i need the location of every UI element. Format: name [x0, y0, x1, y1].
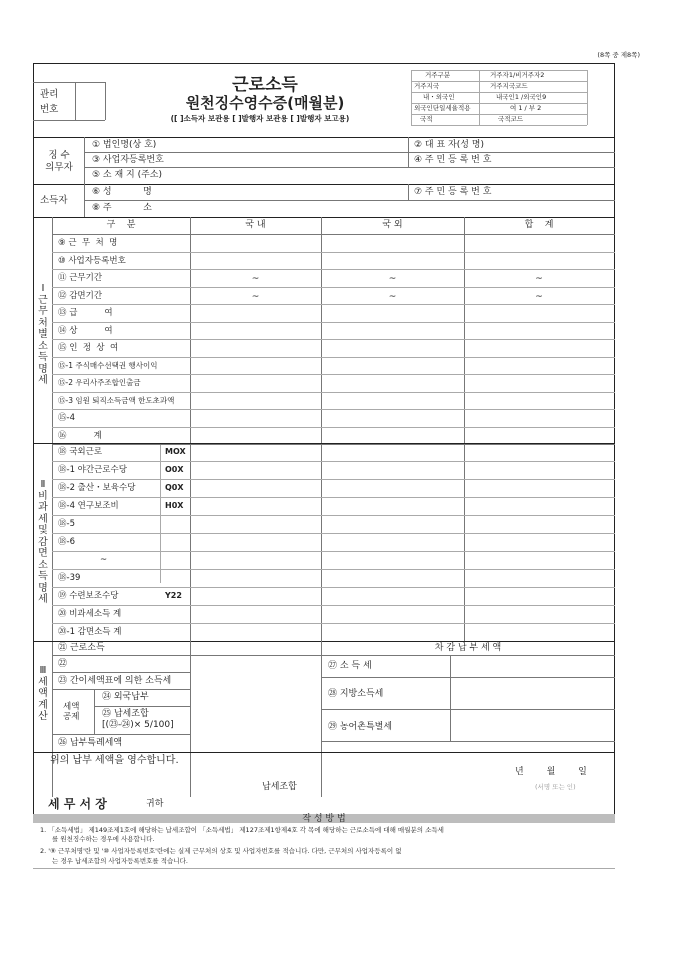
- income-total-label: ⑯ 계: [58, 430, 102, 441]
- exec-retirement-excess-label: ⑮-3 임원 퇴직소득금액 한도초과액: [58, 395, 175, 405]
- address-label: ⑤ 소 재 지 (주소): [92, 170, 163, 180]
- tax-credit-label: 세액 공제: [63, 702, 80, 722]
- single-rate-label: 외국인단일세율적용: [414, 104, 471, 112]
- local-income-tax-label: ㉘ 지방소득세: [328, 689, 384, 699]
- tax-office-suffix: 귀하: [146, 799, 164, 809]
- rural-special-tax-label: ㉙ 농어촌특별세: [328, 722, 393, 732]
- residence-type-value[interactable]: 거주자1/비거주자2: [490, 71, 545, 79]
- reduction-period-domestic-tilde: ~: [251, 292, 260, 302]
- nontax-18-39-label: ⑱-39: [58, 573, 81, 583]
- trainee-allowance-label: ⑲ 수련보조수당: [58, 591, 119, 601]
- method-title: 작 성 방 법: [302, 814, 346, 824]
- research-allowance-code: H0X: [165, 501, 184, 510]
- income-section-label: Ⅰ 근 무 처 별 소 득 명 세: [38, 283, 48, 386]
- salary-label: ⑬ 급 여: [58, 308, 113, 318]
- deducted-tax-header: 차 감 납 부 세 액: [434, 643, 502, 653]
- work-period-foreign-tilde: ~: [388, 274, 397, 284]
- income-tax-label: ㉗ 소 득 세: [328, 661, 372, 671]
- work-period-total-tilde: ~: [535, 274, 543, 284]
- copy-type[interactable]: ([ ]소득자 보관용 [ ]발행자 보관용 [ ]발행자 보고용): [170, 114, 350, 123]
- note-1-line-2: 를 원천징수하는 경우에 사용합니다.: [52, 835, 155, 843]
- bonus-label: ⑭ 상 여: [58, 325, 113, 336]
- esop-withdrawal-label: ⑮-2 우리사주조합인출금: [58, 378, 141, 387]
- reduction-period-total-tilde: ~: [535, 292, 543, 302]
- nontax-section-label: Ⅱ 비 과 세 및 감 면 소 득 명 세: [38, 479, 48, 605]
- residence-country-code[interactable]: 거주지국코드: [490, 82, 528, 90]
- trainee-allowance-code: Y22: [165, 591, 182, 600]
- nationality-code[interactable]: 국적코드: [498, 115, 524, 123]
- nontax-total-label: ⑳ 비과세소득 계: [58, 609, 122, 619]
- receipt-date[interactable]: 년 월 일: [515, 767, 587, 777]
- earner-name-label: ⑥ 성 명: [92, 187, 152, 197]
- mgmt-number-field[interactable]: [76, 83, 104, 119]
- nontax-ellipsis-label: ~: [100, 555, 108, 565]
- reduced-income-total-label: ⑳-1 감면소득 계: [58, 627, 122, 637]
- earner-address-label: ⑧ 주 소: [92, 203, 152, 213]
- nontax-18-6-label: ⑱-6: [58, 537, 75, 547]
- receipt-statement: 위의 납부 세액을 영수합니다.: [50, 755, 179, 766]
- stock-option-gain-label: ⑮-1 주식매수선택권 행사이익: [58, 360, 158, 370]
- workplace-name-label: ⑨ 근 무 처 명: [58, 238, 118, 248]
- union-credit-formula: [(㉓-㉔)× 5/100]: [102, 720, 174, 730]
- nationality-type-label: 내・외국인: [423, 93, 455, 101]
- note-1-line-1: 1. 「소득세법」 제149조제1호에 해당하는 납세조합이 「소득세법」 제127조제1항제4호 각 목에 해당하는 근로소득에 대해 매월분의 소득세: [40, 826, 444, 834]
- form-title-sub: 원천징수영수증(매월분): [185, 94, 345, 112]
- deemed-bonus-label: ⑮ 인 정 상 여: [58, 343, 119, 353]
- page-indicator: (8쪽 중 제8쪽): [597, 51, 640, 59]
- reduction-period-foreign-tilde: ~: [388, 292, 397, 302]
- work-period-domestic-tilde: ~: [251, 274, 260, 284]
- note-2-line-2: 는 경우 납세조합의 사업자등록번호를 적습니다.: [52, 857, 188, 865]
- withholder-resident-no-label: ④ 주 민 등 록 번 호: [414, 155, 492, 165]
- residence-country-label: 거주지국: [414, 82, 440, 90]
- childbirth-allowance-label: ⑱-2 출산・보육수당: [58, 483, 136, 493]
- nationality-type-value[interactable]: 내국인1 /외국인9: [496, 93, 547, 101]
- single-rate-value[interactable]: 여 1 / 부 2: [510, 104, 542, 112]
- corp-name-label: ① 법인명(상 호): [92, 140, 157, 150]
- col-header-item: 구 분: [106, 220, 136, 230]
- union-credit-label: ㉕ 납세조합: [102, 709, 149, 719]
- mgmt-label-2: 번호: [40, 104, 59, 115]
- foreign-tax-paid-label: ㉔ 외국납부: [102, 692, 149, 702]
- earner-resident-no-label: ⑦ 주 민 등 록 번 호: [414, 187, 492, 197]
- tax-section-label: Ⅲ 세 액 계 산: [38, 665, 48, 722]
- foreign-work-label: ⑱ 국외근로: [58, 447, 103, 457]
- research-allowance-label: ⑱-4 연구보조비: [58, 501, 119, 511]
- special-payment-label: ㉖ 납부특례세액: [58, 738, 123, 748]
- reduction-period-label: ⑫ 감면기간: [58, 290, 103, 301]
- biz-no-label: ③ 사업자등록번호: [92, 155, 164, 165]
- foreign-work-code: MOX: [165, 447, 186, 456]
- col-header-total: 합 계: [524, 220, 554, 230]
- representative-label: ② 대 표 자(성 명): [414, 140, 485, 150]
- work-period-label: ⑪ 근무기간: [58, 273, 103, 283]
- form-title-main: 근로소득: [232, 75, 298, 95]
- income-15-4-label: ⑮-4: [58, 413, 75, 423]
- note-2-line-1: 2. '⑨ 근무처명'란 및 '⑩ 사업자등록번호'란에는 실제 근무처의 상호 및 사업자번호를 적습니다. 다만, 근무처의 사업자등록이 없: [40, 847, 402, 855]
- union-name-label: 납세조합: [262, 782, 297, 792]
- signature-field[interactable]: (서명 또는 인): [535, 783, 576, 791]
- earned-income-label: ㉑ 근로소득: [58, 643, 105, 653]
- row-22-label: ㉒: [58, 659, 68, 669]
- tax-office-label: 세 무 서 장: [48, 797, 107, 811]
- simplified-tax-label: ㉓ 간이세액표에 의한 소득세: [58, 676, 172, 686]
- night-work-allowance-label: ⑱-1 야간근로수당: [58, 465, 127, 475]
- workplace-biz-no-label: ⑩ 사업자등록번호: [58, 255, 126, 266]
- col-header-foreign: 국 외: [382, 220, 403, 230]
- col-header-domestic: 국 내: [245, 220, 266, 230]
- nontax-18-5-label: ⑱-5: [58, 519, 75, 529]
- residence-type-label: 거주구분: [425, 71, 451, 79]
- earner-section-label: 소득자: [40, 195, 68, 206]
- night-work-allowance-code: O0X: [165, 465, 184, 474]
- nationality-label: 국적: [420, 115, 433, 123]
- childbirth-allowance-code: Q0X: [165, 483, 184, 492]
- mgmt-label-1: 관리: [40, 89, 59, 100]
- bottom-rule: [33, 868, 615, 869]
- withholder-section-label: 징 수 의무자: [45, 150, 73, 173]
